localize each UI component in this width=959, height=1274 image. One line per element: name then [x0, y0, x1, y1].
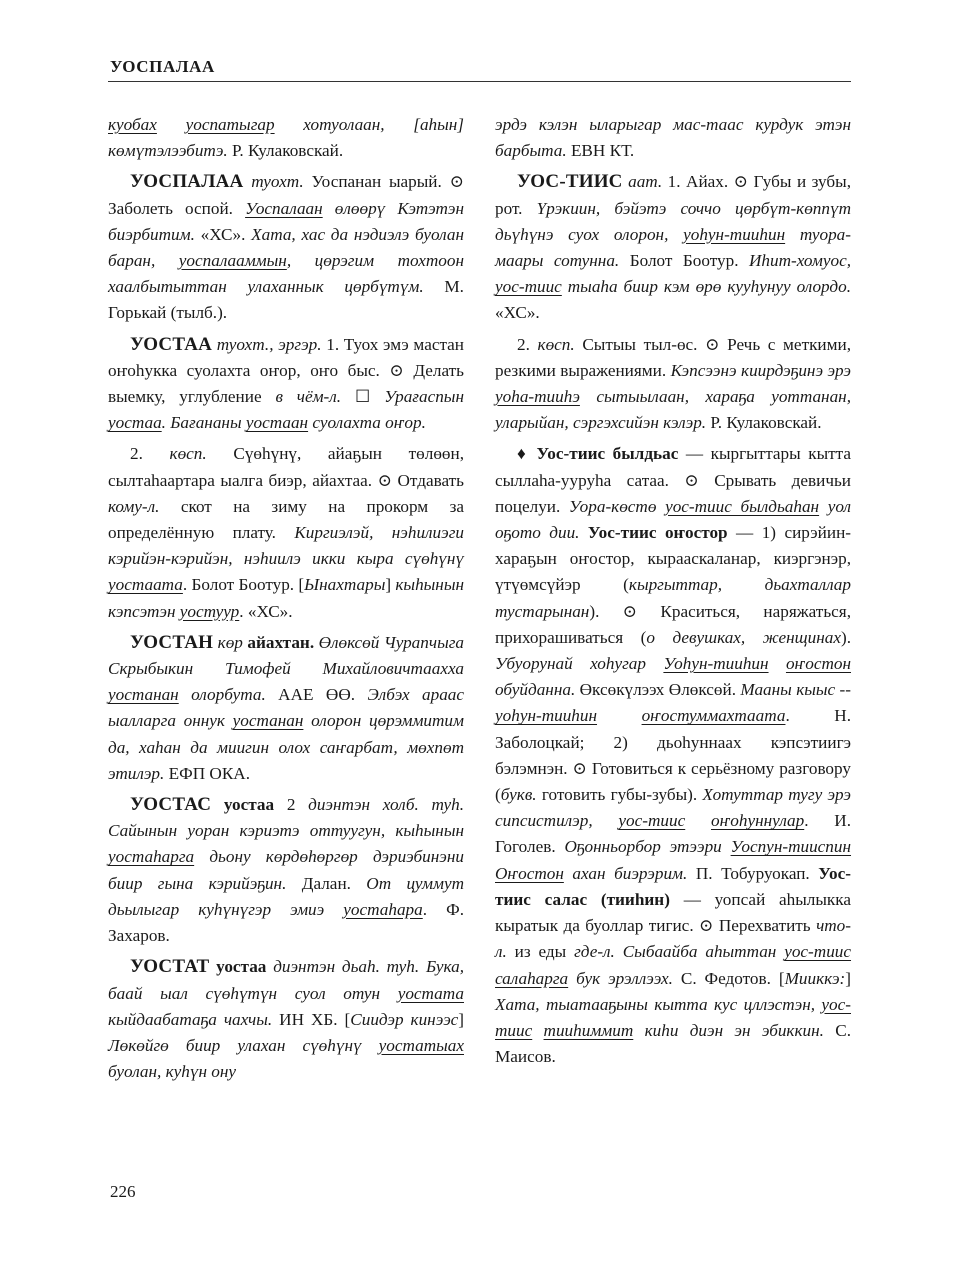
page-header	[108, 55, 851, 82]
entry-continuation: эрдэ кэлэн ыларыгар мас-таас курдук этэн барбыта. ЕВН КТ.	[495, 115, 851, 161]
entry-uostaa: УОСТАА туохт., эргэр. 1. Туох эмэ мастан оҥоһукка суолахта оҥор, оҥо быс. ⊙ Делать выемку, углубление в чём-л. ☐ Урағаспын уостаа. Бағананы уостаан суолахта оҥор.	[108, 333, 464, 433]
headword: УОСТАН	[130, 631, 214, 653]
headword: УОСТАТ	[130, 956, 210, 978]
left-column	[108, 112, 464, 1090]
headword: УОСПАЛАА	[130, 171, 244, 193]
entry-uos-tiis: УОС-ТИИС аат. 1. Айах. ⊙ Губы и зубы, рот. Үрэкиин, бэйэтэ соччо цөрбүт-көппүт дьүһүнэ суох олорон, уоһун-тииһин туора-маары сотунна. Болот Боотур. Иһит-хомуос, уос-тиис тыаһа биир кэм өрө кууһунуу олордо. «ХС».	[495, 171, 852, 323]
entry-uos-tiis-sense-2: 2. көсп. Сытыы тыл-өс. ⊙ Речь с меткими, резкими выражениями. Кэпсээнэ киирдэҕинэ эрэ уоһа-тииһэ сытыылаан, хараҕа уоттанан, уларыйан, сэргэхсийэн кэлэр. Р. Кулаковскай.	[495, 334, 851, 433]
right-column	[495, 112, 851, 1075]
entry-uos-tiis-phrases: ♦ Уос-тиис былдьас — кыргыттары кытта сыллаһа-ууруһа сатаа. ⊙ Срывать девичьи поцелуи. Уора-көстө уос-тиис былдьаһан уол оҕото дии. Уос-тиис оҥостор — 1) сирэйин-хараҕын оҥостор, кырааскаланар, киэргэнэр, үтүөмсүйэр (кыргыттар, дьахталлар тустарынан). ⊙ Краситься, наряжаться, прихорашиваться (о девушках, женщинах). Убуорунай хоһугар Уоһун-тииһин оҥостон обуйданна. Өксөкүлээх Өлөксөй. Мааны кыыс -- уоһун-тииһин оҥостуммахтаата. Н. Заболоцкай; 2) дьоһуннаах кэпсэтиигэ бэлэмнэн. ⊙ Готовиться к серьёзному разговору (букв. готовить губы-зубы). Хотуттар тугу эрэ сипсистилэр, уос-тиис оҥоһуннулар. И. Гоголев. Оҕонньорбор этээри Уоспун-тииспин Оҥостон ахан биэрэрим. П. Тобуруокап. Уос-тиис салас (тииһин) — уопсай аһылыкка кыратык да буоллар тигис. ⊙ Перехватить что-л. из еды где-л. Сыбаайба аһыттан уос-тиис салаһарга бук эрэллээх. С. Федотов. [Мииккэ:] Хата, тыатааҕыны кытта кус цллэстэн, уос-тиис тииһиммит киһи диэн эн эбиккин. С. Маисов.	[495, 444, 852, 1067]
entry-uostaa-sense-2: 2. көсп. Сүөһүнү, айаҕын төлөөн, сылтаһаартара ыалга биэр, айахтаа. ⊙ Отдавать кому-л. скот на зиму на прокорм за определённую плату. Киргиэлэй, нэһилиэги кэрийэн-кэрийэн, нэһиилэ икки кыра сүөһүнү уостаата. Болот Боотур. [Ынахтары] кыһынын кэпсэтэн уостуур. «ХС».	[108, 444, 465, 621]
running-head: УОСПАЛАА	[110, 57, 215, 76]
headword: УОСТАА	[130, 333, 213, 355]
entry-continuation: куобах уоспатыгар хотуолаан, [аһын] көмүтэлээбитэ. Р. Кулаковскай.	[108, 115, 464, 161]
headword: УОСТАС	[130, 794, 212, 816]
page-number: 226	[110, 1182, 136, 1201]
entry-uostas: УОСТАС уостаа 2 диэнтэн холб. туһ. Сайынын уоран кэриэтэ оттуугун, кыһынын уостаһарга дьону көрдөһөргөр дэриэбинэни биир гына кэрийэҕин. Далан. От цуммут дьылыгар куһүнүгэр эмиэ уостаһара. Ф. Захаров.	[108, 794, 464, 946]
headword: УОС-ТИИС	[517, 171, 623, 193]
entry-uospalaa: УОСПАЛАА туохт. Уоспанан ыарый. ⊙ Заболеть оспой. Уоспалаан өлөөрү Кэтэтэн биэрбитим. «ХС». Хата, хас да нэдиэлэ буолан баран, уоспалааммын, цөрэгим тохтоон хаалбытыттан улаханнык цөрбүтүм. М. Горькай (тылб.).	[108, 171, 464, 323]
entry-uostan: УОСТАН көр айахтан. Өлөксөй Чурапчыга Скрыбыкин Тимофей Михайловичтаахха уостанан олорбута. ААЕ ӨӨ. Элбэх араас ыалларга оннук уостанан олорон цөрэммитим да, хаһан да миигин олох саҥарбат, мөхпөт этилэр. ЕФП ОКА.	[108, 631, 465, 783]
entry-uostat: УОСТАТ уостаа диэнтэн дьаһ. туһ. Бука, баай ыал сүөһүтүн суол отун уостата кыйдаабатаҕа чахчы. ИН ХБ. [Сиидэр кинээс] Лөкөйгө биир улахан сүөһүнү уостатыах буолан, куһүн ону	[108, 956, 465, 1082]
diamond-icon: ♦	[517, 444, 537, 464]
